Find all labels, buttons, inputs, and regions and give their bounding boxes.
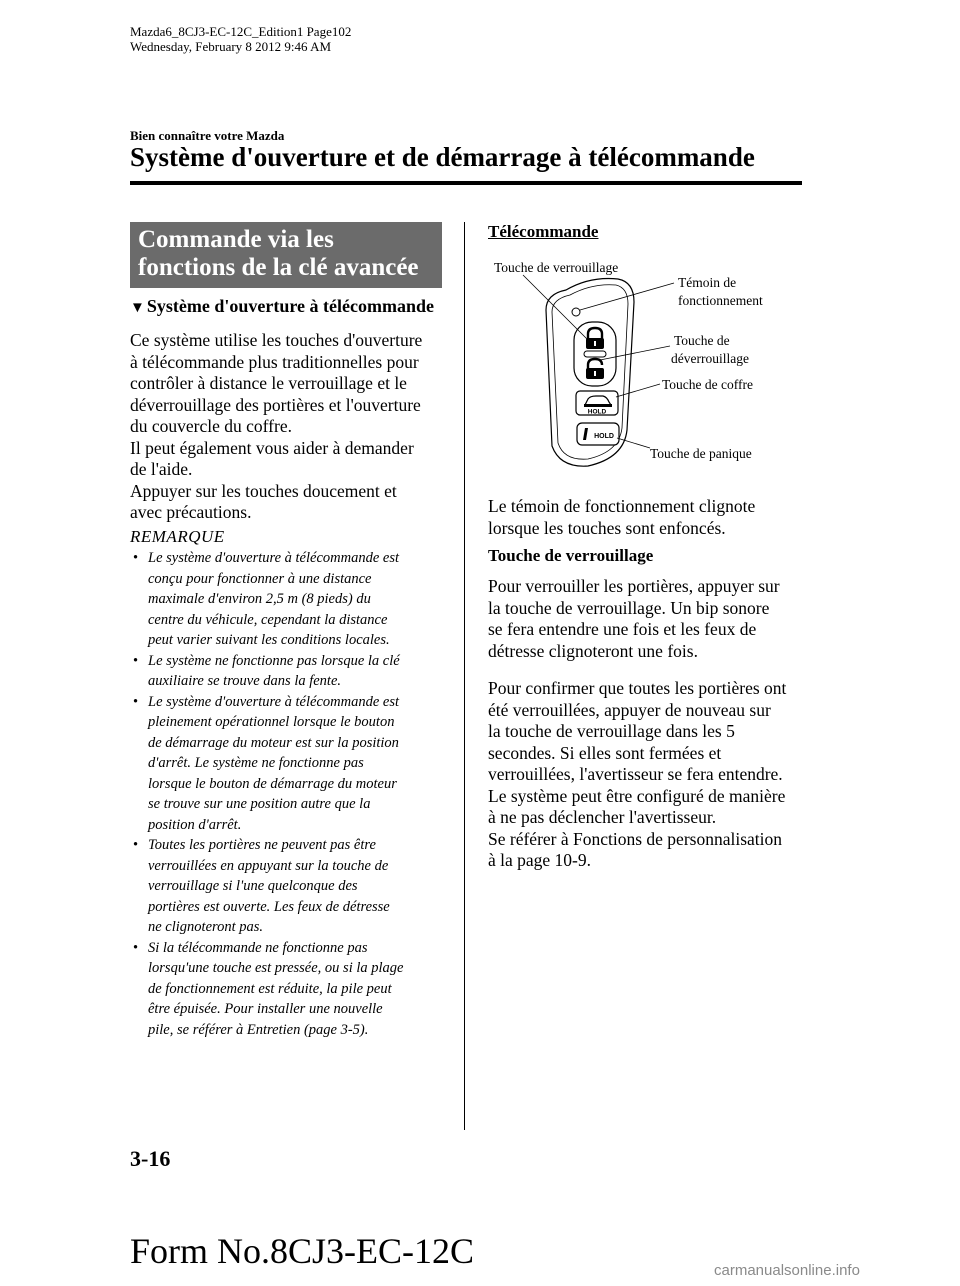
text-line: contrôler à distance le verrouillage et le bbox=[130, 373, 407, 393]
key-fob-diagram bbox=[488, 250, 788, 490]
text-line: de l'aide. bbox=[130, 459, 193, 479]
indicator-paragraph bbox=[488, 496, 808, 539]
text-line: Le témoin de fonctionnement clignote bbox=[488, 496, 756, 516]
bullet-icon: • bbox=[133, 652, 139, 669]
column-divider bbox=[464, 222, 465, 1130]
note-label: REMARQUE bbox=[130, 527, 225, 546]
bullet-icon: • bbox=[133, 693, 139, 710]
text-line: verrouillées, l'avertisseur se fera entendre. bbox=[488, 764, 783, 784]
label-trunk-button: Touche de coffre bbox=[662, 377, 754, 392]
text-line: secondes. Si elles sont fermées et bbox=[488, 742, 722, 763]
text-line: Se référer à Fonctions de personnalisation bbox=[488, 828, 783, 849]
meta-line-1: Mazda6_8CJ3-EC-12C_Edition1 Page102 bbox=[130, 24, 352, 39]
text-line: Il peut également vous aider à demander bbox=[130, 437, 414, 458]
banner-line-2: fonctions de la clé avancée bbox=[138, 254, 419, 281]
indicator-light-icon bbox=[572, 308, 580, 316]
label-unlock-1: Touche de bbox=[674, 333, 730, 348]
remote-heading: Télécommande bbox=[488, 222, 599, 241]
intro-paragraph bbox=[130, 330, 450, 524]
confirm-paragraph bbox=[488, 678, 808, 872]
label-panic-button: Touche de panique bbox=[650, 446, 752, 461]
label-lock-button: Touche de verrouillage bbox=[494, 260, 619, 275]
note-list bbox=[130, 548, 442, 1040]
page-title: Système d'ouverture et de démarrage à télécommande bbox=[130, 142, 755, 172]
panic-hold-text: HOLD bbox=[594, 433, 614, 440]
lock-paragraph bbox=[488, 576, 808, 662]
subheading bbox=[130, 296, 434, 317]
text-line: Appuyer sur les touches doucement et bbox=[130, 480, 397, 501]
triangle-down-icon: ▼ bbox=[130, 300, 145, 316]
bullet-icon: • bbox=[133, 837, 139, 853]
trunk-hold-text: HOLD bbox=[587, 408, 607, 416]
lock-button-heading: Touche de verrouillage bbox=[488, 546, 654, 565]
text-line: Pour verrouiller les portières, appuyer sur bbox=[488, 576, 780, 596]
label-indicator-2: fonctionnement bbox=[678, 293, 763, 308]
bullet-icon: • bbox=[133, 939, 139, 956]
document-meta bbox=[130, 24, 351, 54]
text-line: lorsque les touches sont enfoncés. bbox=[488, 517, 726, 538]
text-line: Le système peut être configuré de manière bbox=[488, 785, 786, 806]
title-rule bbox=[130, 181, 802, 185]
note-item: • Toutes les portières ne peuvent pas être verrouillées en appuyant sur la touche de verrouillage si l'une quelconque des portières est ouverte. Les feux de détresse ne clignoteront pas. bbox=[133, 837, 390, 935]
section-name: Bien connaître votre Mazda bbox=[130, 128, 285, 143]
text-line: Ce système utilise les touches d'ouverture bbox=[130, 330, 423, 350]
note-item: • Si la télécommande ne fonctionne pas lorsqu'une touche est pressée, ou si la plage de fonctionnement est réduite, la pile peut être épuisée. Pour installer une nouvelle pile, se référer à Entretien (page 3-5). bbox=[133, 939, 404, 1038]
page-number: 3-16 bbox=[130, 1146, 171, 1171]
text-line: avec précautions. bbox=[130, 502, 252, 522]
bullet-icon: • bbox=[133, 550, 139, 566]
label-unlock-2: déverrouillage bbox=[671, 351, 749, 366]
note-item: • Le système ne fonctionne pas lorsque la clé auxiliaire se trouve dans la fente. bbox=[133, 652, 400, 689]
subheading-text: Système d'ouverture à télécommande bbox=[146, 296, 434, 316]
banner-line-1: Commande via les bbox=[138, 226, 334, 253]
text-line: se fera entendre une fois et les feux de bbox=[488, 619, 757, 639]
label-indicator-1: Témoin de bbox=[678, 275, 737, 290]
watermark: carmanualsonline.info bbox=[714, 1262, 860, 1279]
note-item: • Le système d'ouverture à télécommande est conçu pour fonctionner à une distance maximale d'environ 2,5 m (8 pieds) du centre du véhicule, cependant la distance peut varier suivant les conditions locales. bbox=[133, 550, 400, 648]
text-line: à télécommande plus traditionnelles pour bbox=[130, 351, 419, 372]
note-item: • Le système d'ouverture à télécommande est pleinement opérationnel lorsque le bouton de démarrage du moteur est sur la position d'arrêt. Le système ne fonctionne pas lorsque le bouton de démarrage du moteur se trouve sur une position autre que la position d'arrêt. bbox=[133, 693, 400, 833]
text-line: à ne pas déclencher l'avertisseur. bbox=[488, 807, 717, 827]
text-line: du couvercle du coffre. bbox=[130, 416, 292, 436]
text-line: déverrouillage des portières et l'ouverture bbox=[130, 394, 421, 415]
meta-line-2: Wednesday, February 8 2012 9:46 AM bbox=[130, 39, 332, 54]
form-number: Form No.8CJ3-EC-12C bbox=[130, 1231, 475, 1271]
pad-divider bbox=[584, 351, 606, 357]
text-line: Pour confirmer que toutes les portières ont bbox=[488, 678, 787, 698]
text-line: détresse clignoteront une fois. bbox=[488, 640, 698, 661]
text-line: la touche de verrouillage dans les 5 bbox=[488, 721, 735, 741]
text-line: été verrouillées, appuyer de nouveau sur bbox=[488, 699, 771, 720]
section-banner bbox=[130, 222, 442, 288]
text-line: à la page 10-9. bbox=[488, 850, 592, 870]
text-line: la touche de verrouillage. Un bip sonore bbox=[488, 597, 770, 618]
